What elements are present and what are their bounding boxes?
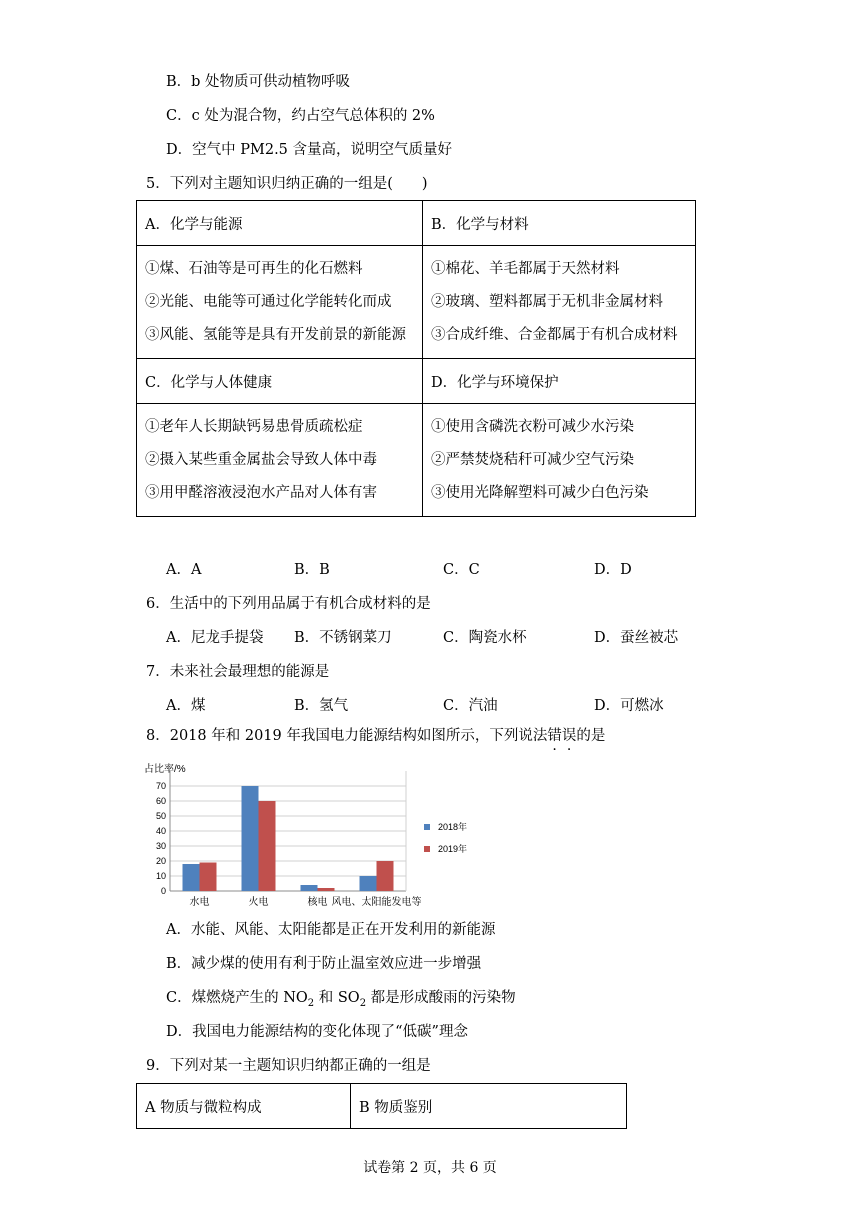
q9-knowledge-table [136, 1083, 627, 1129]
page-footer: 试卷第 2 页，共 6 页 [363, 1160, 497, 1176]
chart-category-label: 风电、太阳能发电等 [331, 897, 422, 908]
q5-c-item-1: ①老年人长期缺钙易患骨质疏松症 [145, 418, 363, 435]
q5-b-item-2: ②玻璃、塑料都属于无机非金属材料 [431, 293, 663, 310]
chart-bar-2 [259, 801, 276, 891]
q8-stem-before: 8．2018 年和 2019 年我国电力能源结构如图所示，下列说法 [146, 728, 548, 744]
chart-category-label: 火电 [248, 897, 269, 908]
q5-b-item-1: ①棉花、羊毛都属于天然材料 [431, 260, 620, 277]
q5-knowledge-table [136, 200, 696, 517]
chart-ytick-label: 30 [155, 841, 166, 851]
q8-option-b: B．减少煤的使用有利于防止温室效应进一步增强 [166, 956, 482, 972]
q5-option-a: A．A [166, 562, 202, 578]
q4-option-b: B．b 处物质可供动植物呼吸 [166, 74, 351, 90]
q5-d-item-2: ②严禁焚烧秸秆可减少空气污染 [431, 451, 634, 468]
q8-option-c-part-1: C．煤燃烧产生的 NO [166, 990, 308, 1006]
q6-option-c: C．陶瓷水杯 [443, 630, 527, 646]
q8-stem-after: 的是 [576, 728, 606, 744]
chart-bar-2 [200, 863, 217, 892]
q5-cell-b-title: B．化学与材料 [423, 201, 696, 246]
q7-stem: 7．未来社会最理想的能源是 [146, 664, 330, 680]
chart-legend-label: 2019年 [438, 844, 468, 854]
q4-option-c: C．c 处为混合物，约占空气总体积的 2% [166, 108, 435, 124]
q6-option-b: B．不锈钢菜刀 [294, 630, 392, 646]
q8-stem-emphasis-2: 误 [561, 728, 577, 744]
q8-stem-emphasis-1: 错 [547, 728, 562, 744]
power-structure-bar-chart [142, 758, 482, 908]
chart-bar-1 [242, 786, 259, 891]
q7-option-a: A．煤 [166, 698, 206, 714]
q5-stem: 5．下列对主题知识归纳正确的一组是( ) [146, 176, 428, 192]
chart-ytick-label: 40 [155, 826, 166, 836]
chart-ytick-label: 50 [155, 811, 166, 821]
q5-cell-a-title: A．化学与能源 [137, 201, 423, 246]
q7-option-d: D．可燃冰 [594, 698, 664, 714]
q6-option-a: A．尼龙手提袋 [166, 630, 264, 646]
q5-a-item-3: ③风能、氢能等是具有开发前景的新能源 [145, 326, 406, 343]
q7-option-b: B．氢气 [294, 698, 349, 714]
chart-ytick-label: 20 [155, 856, 166, 866]
q5-cell-b-items [423, 246, 696, 359]
q8-option-c [166, 988, 516, 1014]
q5-b-item-3: ③合成纤维、合金都属于有机合成材料 [431, 326, 678, 343]
q9-cell-b-title: B 物质鉴别 [351, 1084, 627, 1129]
chart-ytick-label: 70 [155, 781, 166, 791]
q8-option-c-sub-2: 2 [359, 997, 367, 1009]
q7-option-c: C．汽油 [443, 698, 498, 714]
chart-legend-label: 2018年 [438, 822, 468, 832]
q8-option-c-part-3: 都是形成酸雨的污染物 [366, 990, 516, 1006]
q9-cell-a-title: A 物质与微粒构成 [137, 1084, 351, 1129]
chart-bar-2 [377, 861, 394, 891]
chart-bar-1 [183, 864, 200, 891]
q4-option-d: D．空气中 PM2.5 含量高，说明空气质量好 [166, 142, 453, 158]
q5-a-item-1: ①煤、石油等是可再生的化石燃料 [145, 260, 363, 277]
chart-category-label: 核电 [307, 897, 328, 908]
q5-c-item-2: ②摄入某些重金属盐会导致人体中毒 [145, 451, 377, 468]
q5-c-item-3: ③用甲醛溶液浸泡水产品对人体有害 [145, 484, 377, 501]
chart-ytick-label: 10 [155, 871, 166, 881]
q5-d-item-1: ①使用含磷洗衣粉可减少水污染 [431, 418, 634, 435]
q5-cell-c-items [137, 404, 423, 517]
q9-stem: 9．下列对某一主题知识归纳都正确的一组是 [146, 1058, 431, 1074]
q8-option-c-sub-1: 2 [307, 997, 315, 1009]
chart-legend-swatch [424, 824, 430, 830]
q6-stem: 6．生活中的下列用品属于有机合成材料的是 [146, 596, 431, 612]
q8-option-a: A．水能、风能、太阳能都是正在开发利用的新能源 [166, 922, 496, 938]
q8-option-c-part-2: 和 SO [314, 990, 360, 1006]
q5-cell-d-items [423, 404, 696, 517]
chart-ylabel: 占比率/% [144, 764, 186, 775]
chart-bar-1 [360, 876, 377, 891]
q5-d-item-3: ③使用光降解塑料可减少白色污染 [431, 484, 649, 501]
q8-option-d: D．我国电力能源结构的变化体现了“低碳”理念 [166, 1024, 468, 1040]
q5-cell-d-title: D．化学与环境保护 [423, 359, 696, 404]
q5-a-item-2: ②光能、电能等可通过化学能转化而成 [145, 293, 392, 310]
q5-option-b: B．B [294, 562, 330, 578]
chart-bar-1 [301, 885, 318, 891]
q8-stem [146, 726, 605, 746]
chart-ytick-label: 60 [155, 796, 166, 806]
q5-cell-c-title: C．化学与人体健康 [137, 359, 423, 404]
chart-category-label: 水电 [189, 897, 210, 908]
chart-legend-swatch [424, 846, 430, 852]
q5-cell-a-items [137, 246, 423, 359]
q5-option-c: C．C [443, 562, 480, 578]
q5-option-d: D．D [594, 562, 632, 578]
chart-bar-2 [318, 888, 335, 891]
chart-ytick-label: 0 [160, 886, 166, 896]
q6-option-d: D．蚕丝被芯 [594, 630, 679, 646]
